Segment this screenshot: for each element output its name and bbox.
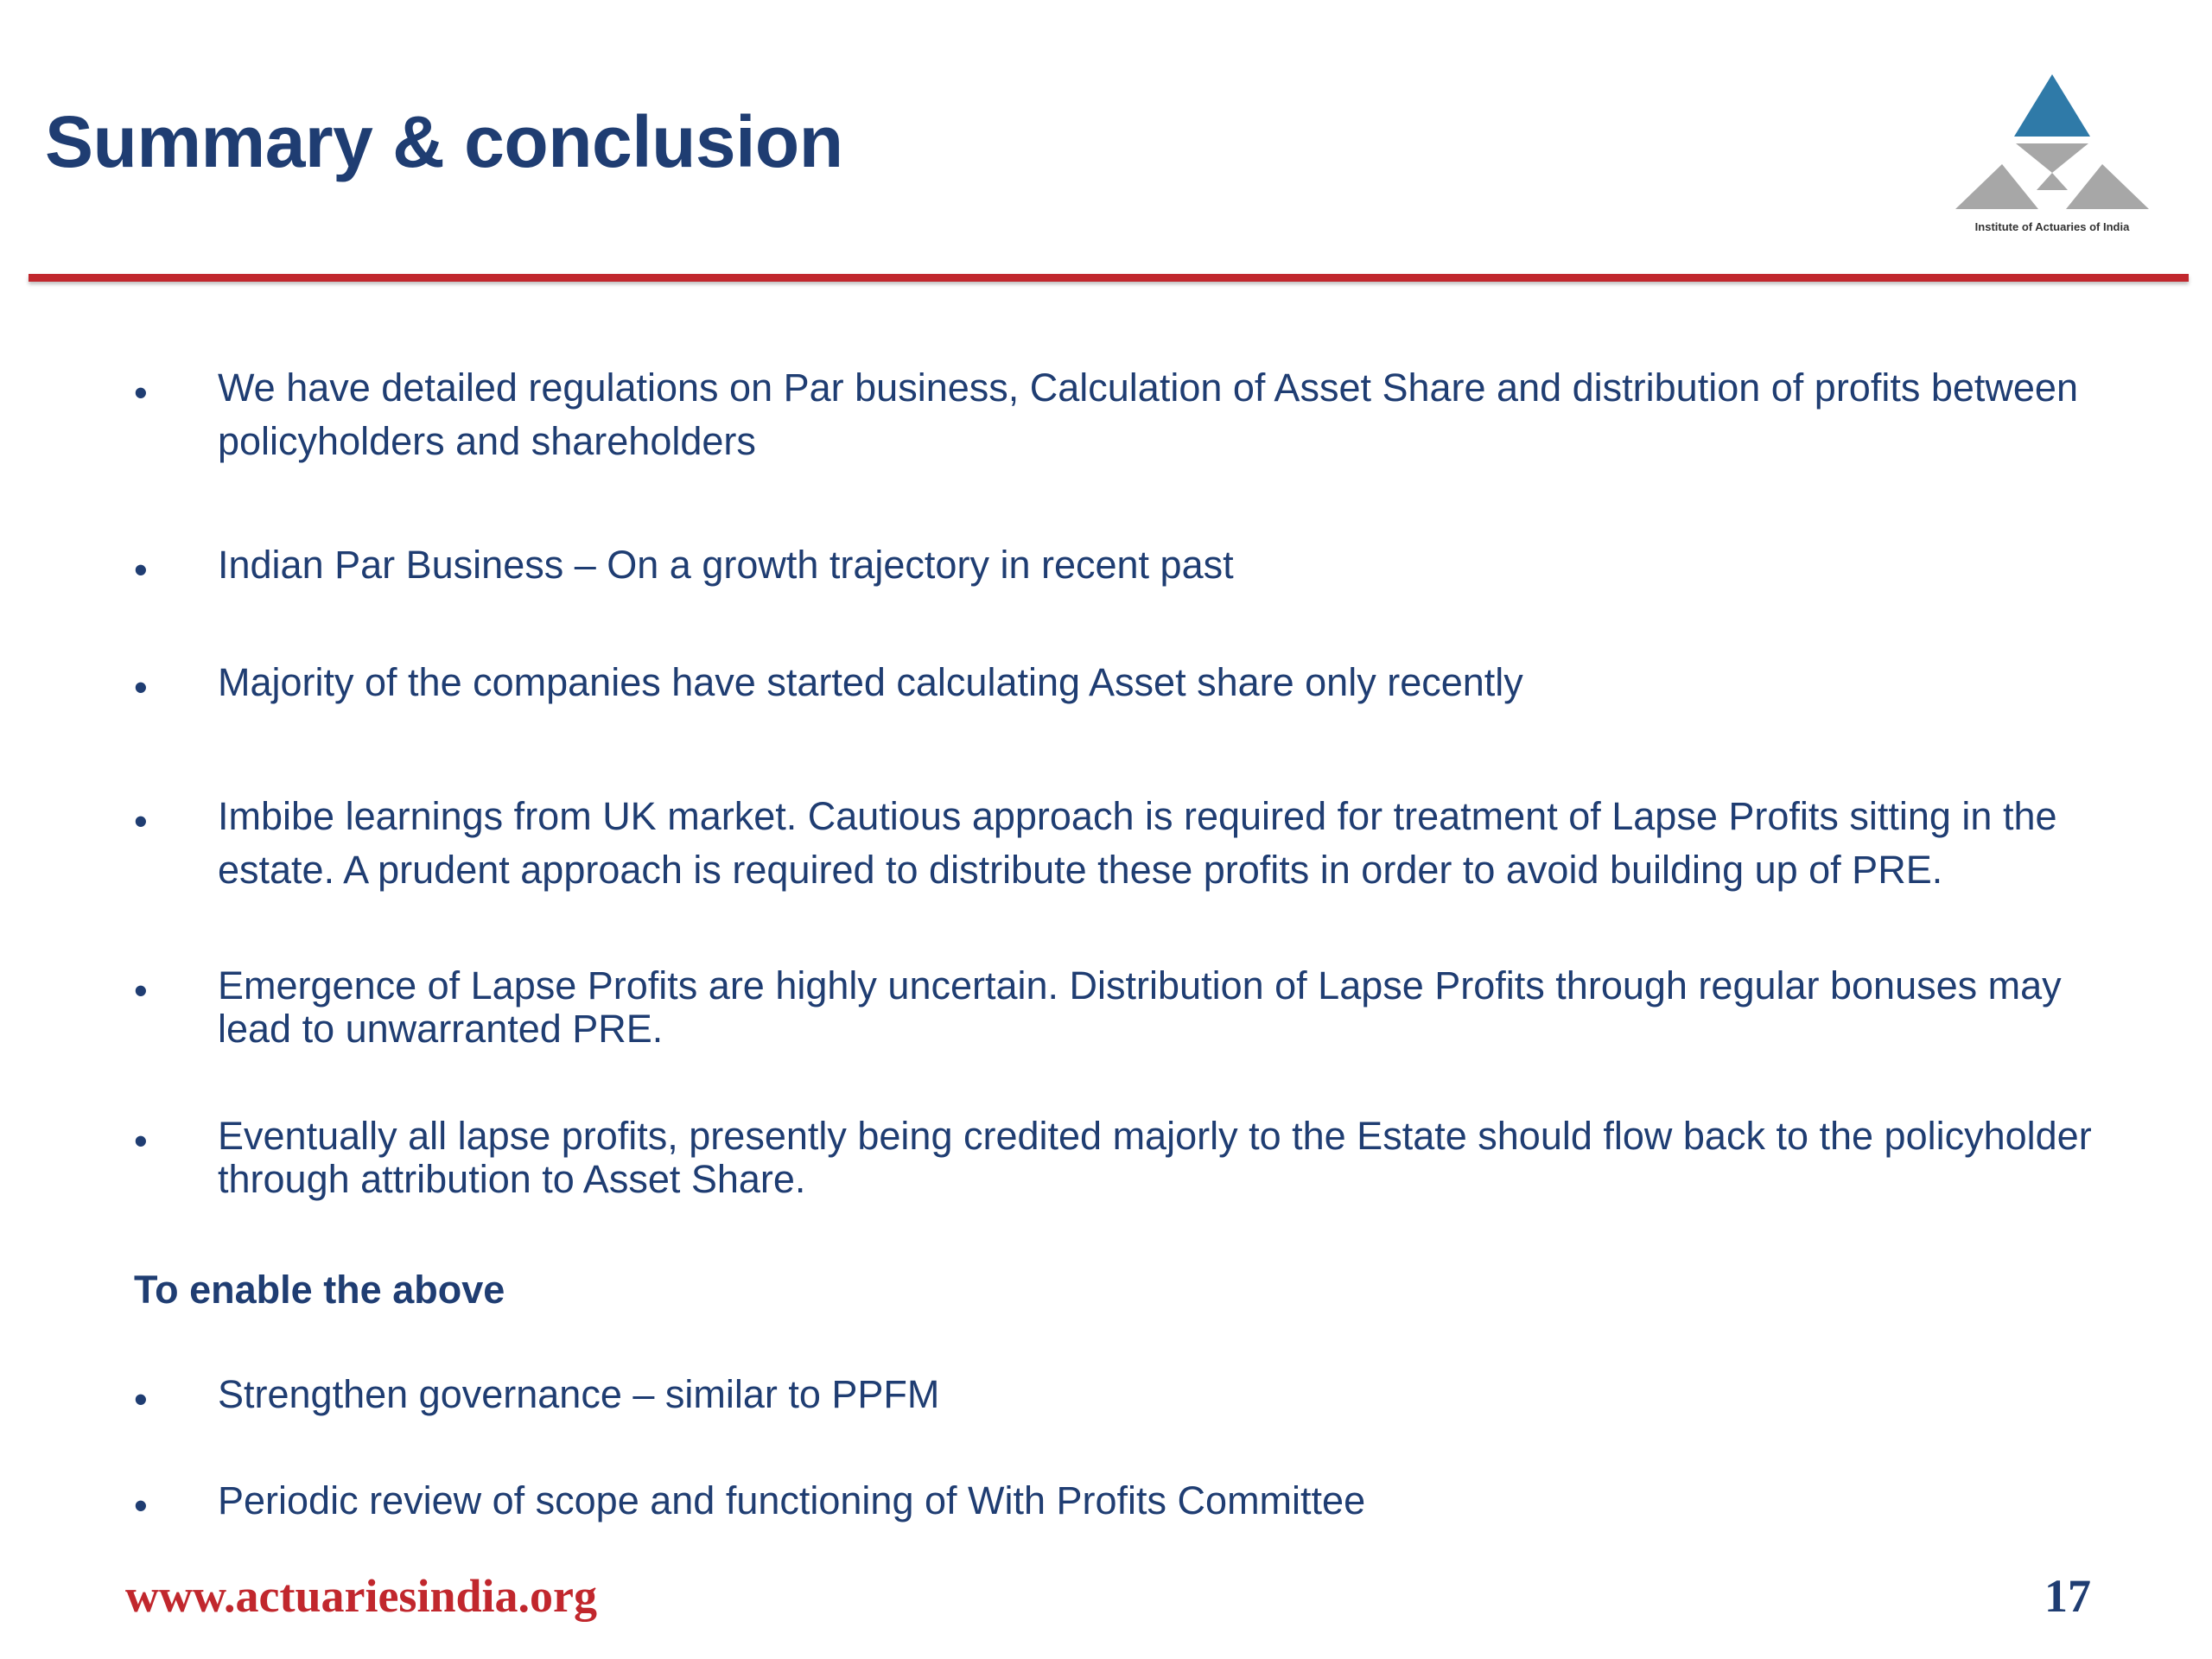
- list-item: Imbibe learnings from UK market. Cautious approach is required for treatment of Lapse Profits sitting in the estate. A prudent approach is required to distribute these profits in order to avoid building up of PRE.: [218, 794, 2057, 892]
- list-item: Majority of the companies have started calculating Asset share only recently: [218, 660, 1523, 704]
- bullet-marker: •: [134, 969, 148, 1013]
- list-item: We have detailed regulations on Par business, Calculation of Asset Share and distribution of profits between policyholders and shareholders: [218, 365, 2078, 463]
- bullet-marker: •: [134, 1484, 148, 1528]
- list-item: Eventually all lapse profits, presently being credited majorly to the Estate should flow back to the policyholder through attribution to Asset Share.: [218, 1114, 2092, 1201]
- list-item: Indian Par Business – On a growth trajectory in recent past: [218, 543, 1234, 587]
- footer-website-link[interactable]: www.actuariesindia.org: [125, 1570, 597, 1622]
- bullet-marker: •: [134, 1377, 148, 1421]
- bullet-marker: •: [134, 665, 148, 709]
- logo-middle-wedge: [2016, 143, 2088, 173]
- logo-triangle-icon: [1948, 71, 2156, 218]
- list-item: Periodic review of scope and functioning of With Profits Committee: [218, 1478, 1366, 1522]
- list-item: Emergence of Lapse Profits are highly uncertain. Distribution of Lapse Profits through regular bonuses may lead to unwarranted PRE.: [218, 963, 2062, 1051]
- section-subheading: To enable the above: [134, 1268, 505, 1312]
- bullet-marker: •: [134, 1119, 148, 1163]
- bullet-marker: •: [134, 548, 148, 592]
- bullet-marker: •: [134, 799, 148, 843]
- logo-caption: Institute of Actuaries of India: [1974, 220, 2130, 233]
- page-number: 17: [2044, 1570, 2091, 1622]
- logo-center-shape: [2037, 173, 2068, 190]
- institute-logo: [1948, 71, 2156, 244]
- logo-left-shape: [1955, 164, 2038, 209]
- logo-right-shape: [2066, 164, 2149, 209]
- header-divider: [29, 274, 2189, 282]
- logo-top-triangle: [2014, 74, 2090, 137]
- page-title: Summary & conclusion: [45, 101, 843, 182]
- list-item: Strengthen governance – similar to PPFM: [218, 1372, 940, 1416]
- bullet-marker: •: [134, 371, 148, 415]
